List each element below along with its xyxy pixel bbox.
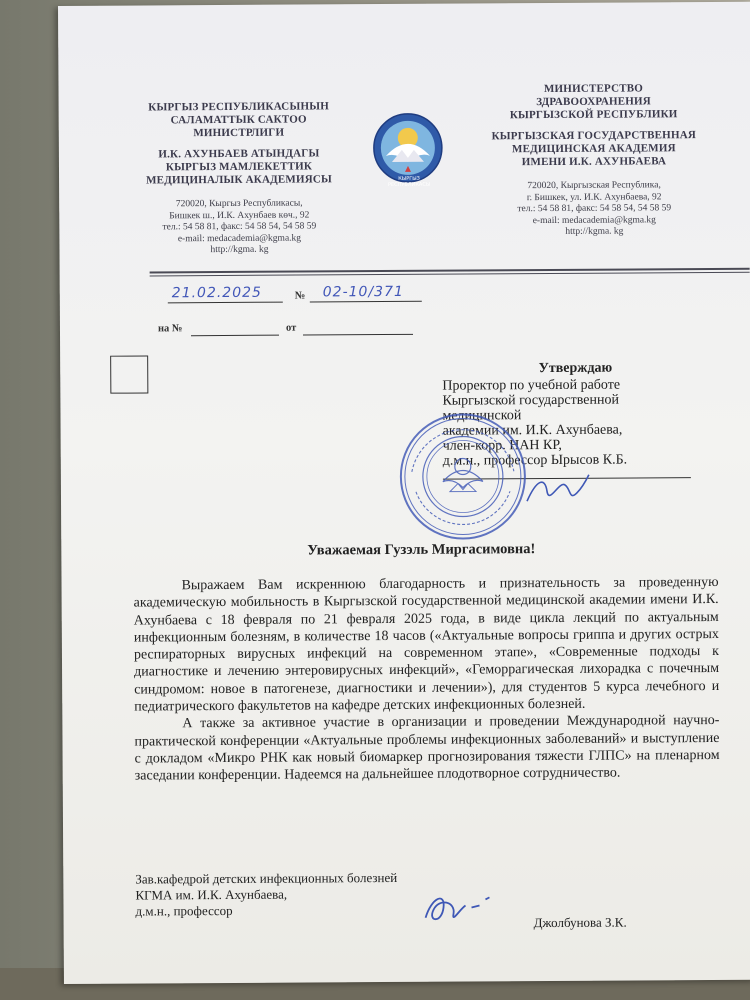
approval-line-1: Проректор по учебной работе (442, 377, 621, 394)
greeting: Уважаемая Гузэль Миргасимовна! (307, 541, 536, 559)
approval-line-3: медицинской (442, 408, 522, 424)
letter-body (133, 574, 719, 785)
header-right (468, 82, 719, 239)
outgoing-number: 02-10/371 (322, 283, 404, 301)
header-right-address: 720020, Кыргызская Республика, г. Бишкек, ул. И.К. Ахунбаева, 92 тел.: 54 58 81, факс: 54 58 54, 54 58 59 e-mail: medacademia@kgma.kg http://kgma. kg (517, 180, 672, 237)
header-right-ministry: МИНИСТЕРСТВО ЗДРАВООХРАНЕНИЯ КЫРГЫЗСКОЙ РЕСПУБЛИКИ (509, 82, 678, 122)
body-paragraph-1: Выражаем Вам искреннюю благодарность и признательность за проведенную академическую мобильность в Кыргызской государственной медицинской академии имени И.К. Ахунбаева с 18 февраля по 21 февраля 2025 года, в виде цикла лекций по актуальным инфекционным болезням, в количестве 18 часов («Актуальные вопросы гриппа и других острых респираторных вирусных инфекций на современном этапе», «Современные подходы к диагностике и лечению энтеровирусных инфекций», «Геморрагическая лихорадка с почечным синдромом: новое в патогенезе, диагностики и лечении»), для студентов 5 курса лечебного и педиатрического факультетов на кафедре детских инфекционных болезней. (133, 574, 720, 715)
approval-title: Утверждаю (538, 360, 613, 377)
state-emblem-icon (372, 112, 444, 184)
emblem-caption: КЫРГЫЗ РЕСПУБЛИКАСЫ (387, 175, 431, 188)
signature-line-2: КГМА им. И.К. Ахунбаева, (135, 886, 288, 903)
approval-line-4: академии им. И.К. Ахунбаева, (442, 422, 623, 439)
header-right-academy: КЫРГЫЗСКАЯ ГОСУДАРСТВЕННАЯ МЕДИЦИНСКАЯ АКАДЕМИЯ ИМЕНИ И.К. АХУНБАЕВА (491, 129, 697, 169)
incoming-reference (158, 321, 478, 339)
outgoing-date: 21.02.2025 (171, 284, 262, 302)
signature-line-1: Зав.кафедрой детских инфекционных болезней (135, 869, 398, 887)
approval-line-6: д.м.н., профессор Ырысов К.Б. (442, 452, 628, 469)
incoming-number-line (191, 335, 279, 337)
body-paragraph-2: А также за активное участие в организации и проведении Международной научно-практической конференции «Актуальные проблемы инфекционных заболеваний» и выступление с докладом «Микро РНК как новый биомаркер прогнозирования тяжести ГЛПС» на пленарном заседании конференции. Надеемся на дальнейшее плодотворное сотрудничество. (134, 713, 720, 784)
approval-line-2: Кыргызской государственной (442, 392, 619, 409)
prorector-signature-icon (523, 471, 593, 511)
header-left-academy: И.К. АХУНБАЕВ АТЫНДАГЫ КЫРГЫЗ МАМЛЕКЕТТИК МЕДИЦИНАЛЫК АКАДЕМИЯСЫ (146, 147, 333, 187)
header-left (119, 100, 360, 257)
number-label: № (294, 290, 306, 302)
header-left-ministry: КЫРГЫЗ РЕСПУБЛИКАСЫНЫН САЛАМАТТЫК САКТОО МИНИСТРЛИГИ (148, 100, 329, 140)
letter-sheet (58, 2, 750, 984)
outgoing-reference (158, 283, 558, 309)
signature-line-3: д.м.н., профессор (135, 902, 233, 919)
number-underline (310, 301, 422, 303)
header-left-address: 720020, Кыргыз Республикасы, Бишкек ш., И.К. Ахунбаев көч., 92 тел.: 54 58 81, факс: 54 58 54, 54 58 59 e-mail: medacademia@kgma.kg http://kgma. kg (162, 198, 317, 256)
incoming-date-line (303, 334, 413, 336)
head-signature-icon (415, 883, 505, 934)
signatory-name: Джолбунова З.К. (533, 914, 627, 931)
date-underline (168, 302, 283, 304)
incoming-from-label: от (285, 322, 297, 334)
corner-box (110, 355, 148, 393)
approval-line-5: член-корр. НАН КР, (442, 437, 562, 454)
incoming-label: на № (157, 323, 183, 335)
round-seal-icon (397, 411, 528, 542)
